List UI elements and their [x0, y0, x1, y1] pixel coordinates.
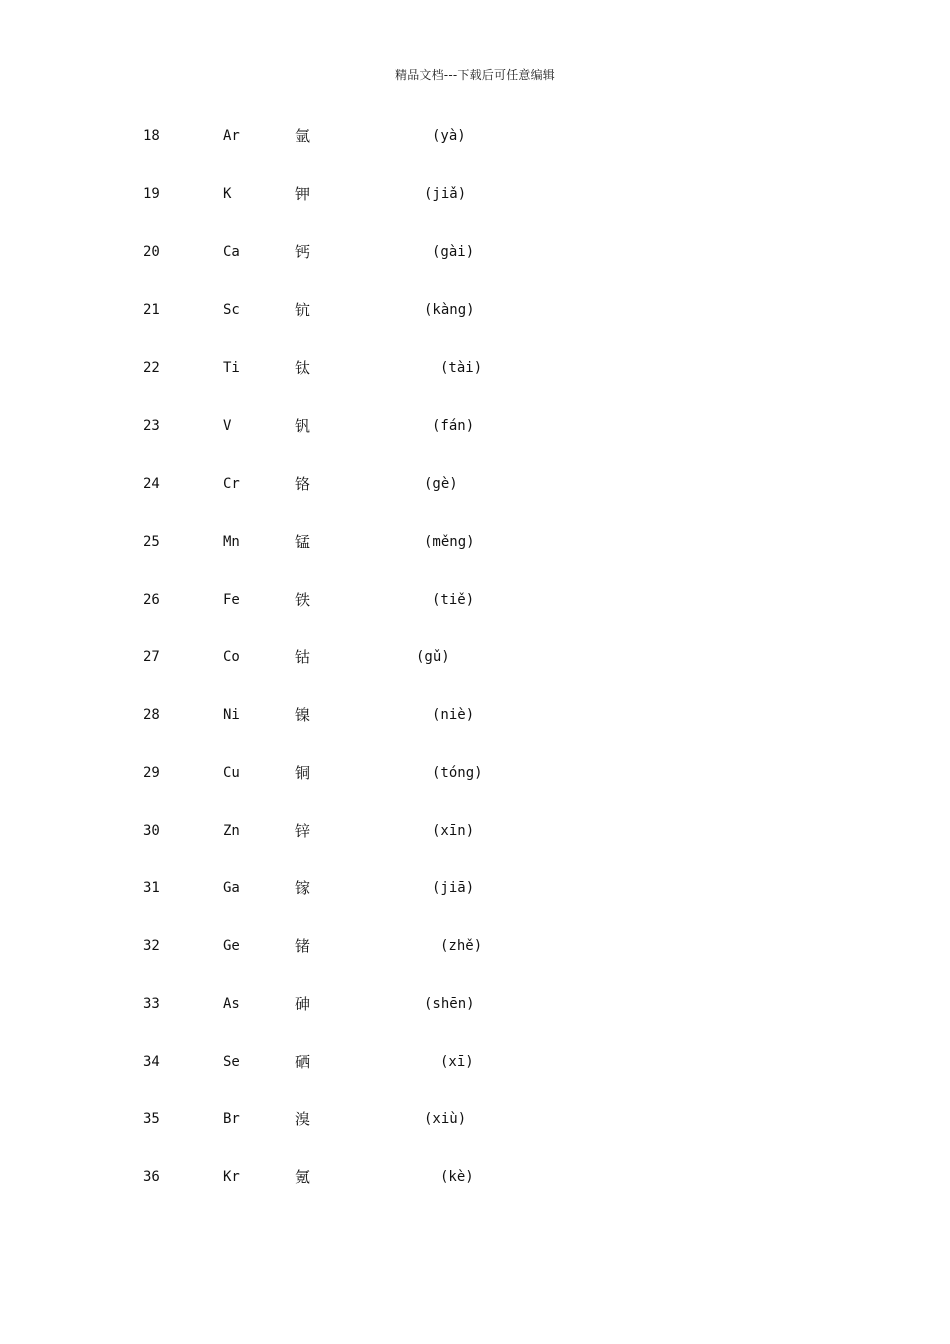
element-pinyin: (gǔ) [416, 649, 450, 665]
element-name: 钴 [295, 648, 311, 666]
atomic-number: 30 [143, 823, 160, 839]
atomic-number: 21 [143, 302, 160, 318]
element-symbol: Br [223, 1111, 240, 1127]
element-pinyin: (tài) [440, 360, 483, 376]
atomic-number: 28 [143, 707, 160, 723]
element-row [0, 298, 950, 322]
atomic-number: 29 [143, 765, 160, 781]
element-pinyin: (niè) [432, 707, 475, 723]
element-symbol: Co [223, 649, 240, 665]
atomic-number: 20 [143, 244, 160, 260]
element-symbol: Kr [223, 1169, 240, 1185]
element-pinyin: (fán) [432, 418, 475, 434]
element-symbol: Sc [223, 302, 240, 318]
atomic-number: 31 [143, 880, 160, 896]
element-symbol: As [223, 996, 240, 1012]
element-row [0, 703, 950, 727]
atomic-number: 23 [143, 418, 160, 434]
atomic-number: 22 [143, 360, 160, 376]
element-name: 钾 [295, 185, 311, 203]
element-name: 锌 [295, 822, 311, 840]
element-pinyin: (kàng) [424, 302, 475, 318]
element-symbol: Fe [223, 592, 240, 608]
element-name: 锰 [295, 533, 311, 551]
element-row [0, 240, 950, 264]
atomic-number: 18 [143, 128, 160, 144]
element-row [0, 472, 950, 496]
element-row [0, 414, 950, 438]
element-symbol: Ar [223, 128, 240, 144]
element-pinyin: (zhě) [440, 938, 483, 954]
element-pinyin: (xiù) [424, 1111, 467, 1127]
element-symbol: Ga [223, 880, 240, 896]
element-pinyin: (tiě) [432, 592, 475, 608]
element-row [0, 645, 950, 669]
atomic-number: 32 [143, 938, 160, 954]
element-symbol: Ti [223, 360, 240, 376]
atomic-number: 36 [143, 1169, 160, 1185]
element-symbol: Ge [223, 938, 240, 954]
element-row [0, 124, 950, 148]
element-symbol: Zn [223, 823, 240, 839]
element-name: 锗 [295, 937, 311, 955]
element-name: 钛 [295, 359, 311, 377]
element-symbol: K [223, 186, 232, 202]
element-name: 硒 [295, 1053, 311, 1071]
element-name: 钙 [295, 243, 311, 261]
element-name: 镍 [295, 706, 311, 724]
atomic-number: 33 [143, 996, 160, 1012]
element-pinyin: (xī) [440, 1054, 474, 1070]
atomic-number: 26 [143, 592, 160, 608]
element-row [0, 992, 950, 1016]
element-name: 钒 [295, 417, 311, 435]
element-pinyin: (jiā) [432, 880, 475, 896]
element-pinyin: (tóng) [432, 765, 483, 781]
atomic-number: 24 [143, 476, 160, 492]
element-symbol: Mn [223, 534, 240, 550]
element-symbol: Ni [223, 707, 240, 723]
element-row [0, 761, 950, 785]
element-name: 钪 [295, 301, 311, 319]
element-symbol: Se [223, 1054, 240, 1070]
element-pinyin: (kè) [440, 1169, 474, 1185]
element-row [0, 819, 950, 843]
element-symbol: Cr [223, 476, 240, 492]
element-row [0, 1107, 950, 1131]
atomic-number: 34 [143, 1054, 160, 1070]
element-row [0, 588, 950, 612]
element-pinyin: (gài) [432, 244, 475, 260]
atomic-number: 35 [143, 1111, 160, 1127]
element-symbol: Ca [223, 244, 240, 260]
element-pinyin: (xīn) [432, 823, 475, 839]
element-pinyin: (měng) [424, 534, 475, 550]
element-row [0, 934, 950, 958]
element-row [0, 1165, 950, 1189]
element-row [0, 1050, 950, 1074]
element-row [0, 530, 950, 554]
element-name: 镓 [295, 879, 311, 897]
element-symbol: Cu [223, 765, 240, 781]
page-header: 精品文档---下载后可任意编辑 [395, 68, 555, 82]
element-name: 砷 [295, 995, 311, 1013]
element-pinyin: (gè) [424, 476, 458, 492]
element-name: 氪 [295, 1168, 311, 1186]
element-row [0, 182, 950, 206]
atomic-number: 19 [143, 186, 160, 202]
element-pinyin: (shēn) [424, 996, 475, 1012]
element-name: 铜 [295, 764, 311, 782]
atomic-number: 25 [143, 534, 160, 550]
element-name: 氩 [295, 127, 311, 145]
element-row [0, 876, 950, 900]
element-name: 铁 [295, 591, 311, 609]
element-symbol: V [223, 418, 232, 434]
element-pinyin: (yà) [432, 128, 466, 144]
element-pinyin: (jiǎ) [424, 186, 467, 202]
element-row [0, 356, 950, 380]
element-name: 铬 [295, 475, 311, 493]
element-name: 溴 [295, 1110, 311, 1128]
atomic-number: 27 [143, 649, 160, 665]
